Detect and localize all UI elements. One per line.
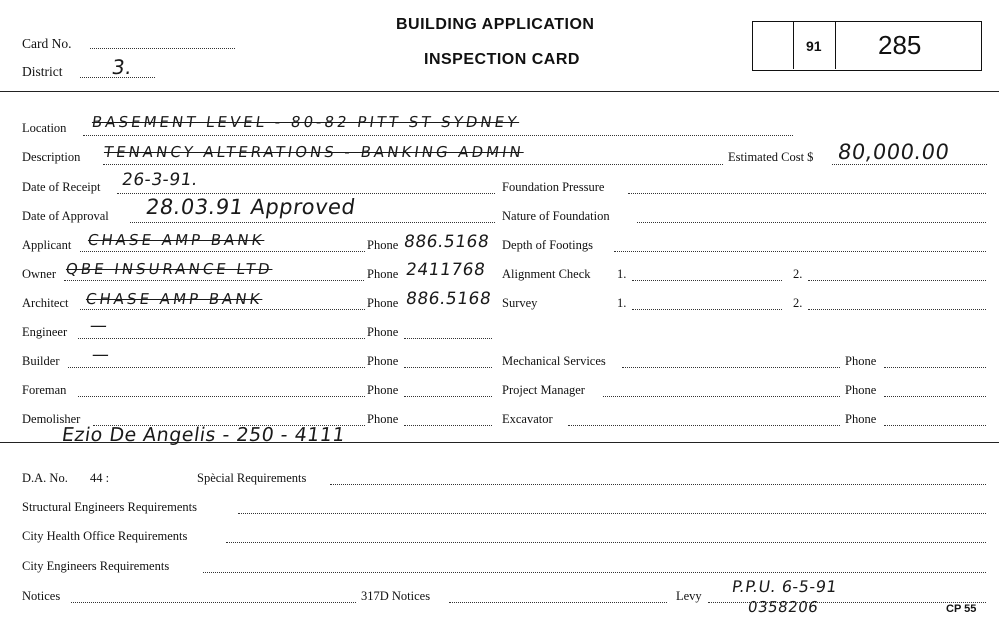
box-card-number: 285 bbox=[878, 30, 922, 60]
foreman-phone-field[interactable] bbox=[404, 396, 492, 397]
project-manager-field[interactable] bbox=[603, 396, 840, 397]
engineer-phone-field[interactable] bbox=[404, 338, 492, 339]
title-line-2: INSPECTION CARD bbox=[424, 51, 580, 68]
form-code: CP 55 bbox=[946, 603, 977, 615]
nature-foundation-field[interactable] bbox=[637, 222, 986, 223]
alignment-check-label: Alignment Check bbox=[502, 267, 591, 281]
da-no-value: 44 : bbox=[90, 471, 110, 485]
architect-phone-value: 886.5168 bbox=[404, 289, 493, 309]
foreman-field[interactable] bbox=[78, 396, 365, 397]
foundation-pressure-label: Foundation Pressure bbox=[502, 180, 605, 194]
card-no-label: Card No. bbox=[22, 36, 72, 51]
excavator-phone-label: Phone bbox=[845, 412, 877, 426]
box-divider bbox=[793, 21, 794, 69]
engineer-field[interactable] bbox=[78, 338, 365, 339]
survey-2-field[interactable] bbox=[808, 309, 986, 310]
date-receipt-field[interactable] bbox=[117, 193, 495, 194]
location-value: BASEMENT LEVEL - 80-82 PITT ST SYDNEY bbox=[90, 113, 521, 131]
date-receipt-value: 26-3-91. bbox=[120, 170, 200, 190]
survey-1-label: 1. bbox=[617, 296, 627, 310]
alignment-2-field[interactable] bbox=[808, 280, 986, 281]
location-field[interactable] bbox=[83, 135, 793, 136]
architect-field[interactable] bbox=[80, 309, 365, 310]
city-engineers-field[interactable] bbox=[203, 572, 986, 573]
foreman-label: Foreman bbox=[22, 383, 67, 397]
applicant-value: CHASE AMP BANK bbox=[86, 231, 266, 249]
depth-footings-label: Depth of Footings bbox=[502, 238, 593, 252]
description-value: TENANCY ALTERATIONS - BANKING ADMIN bbox=[102, 143, 525, 161]
builder-label: Builder bbox=[22, 354, 60, 368]
depth-footings-field[interactable] bbox=[614, 251, 986, 252]
foundation-pressure-field[interactable] bbox=[628, 193, 986, 194]
mechanical-phone-field[interactable] bbox=[884, 367, 986, 368]
owner-phone-label: Phone bbox=[367, 267, 399, 281]
card-no-field[interactable] bbox=[90, 48, 235, 49]
owner-phone-value: 2411768 bbox=[404, 260, 487, 280]
applicant-phone-value: 886.5168 bbox=[402, 232, 491, 252]
date-receipt-label: Date of Receipt bbox=[22, 180, 101, 194]
date-approval-label: Date of Approval bbox=[22, 209, 109, 223]
project-manager-label: Project Manager bbox=[502, 383, 585, 397]
engineer-phone-label: Phone bbox=[367, 325, 399, 339]
estimated-cost-label: Estimated Cost $ bbox=[728, 150, 814, 164]
excavator-label: Excavator bbox=[502, 412, 553, 426]
card-number-box bbox=[752, 21, 982, 71]
district-value: 3. bbox=[110, 55, 134, 79]
location-label: Location bbox=[22, 121, 67, 135]
survey-label: Survey bbox=[502, 296, 538, 310]
owner-label: Owner bbox=[22, 267, 57, 281]
foreman-phone-label: Phone bbox=[367, 383, 399, 397]
project-manager-phone-field[interactable] bbox=[884, 396, 986, 397]
project-manager-phone-label: Phone bbox=[845, 383, 877, 397]
alignment-1-field[interactable] bbox=[632, 280, 782, 281]
description-field[interactable] bbox=[103, 164, 723, 165]
architect-label: Architect bbox=[22, 296, 69, 310]
mechanical-services-label: Mechanical Services bbox=[502, 354, 606, 368]
engineer-label: Engineer bbox=[22, 325, 68, 339]
alignment-1-label: 1. bbox=[617, 267, 627, 281]
middle-rule bbox=[0, 442, 999, 443]
owner-field[interactable] bbox=[64, 280, 364, 281]
district-label: District bbox=[22, 64, 63, 79]
date-approval-value: 28.03.91 Approved bbox=[144, 195, 358, 219]
description-label: Description bbox=[22, 150, 81, 164]
special-requirements-field[interactable] bbox=[330, 484, 986, 485]
date-approval-field[interactable] bbox=[130, 222, 495, 223]
demolisher-phone-field[interactable] bbox=[404, 425, 492, 426]
owner-value: QBE INSURANCE LTD bbox=[64, 260, 274, 278]
city-engineers-label: City Engineers Requirements bbox=[22, 559, 170, 573]
box-divider bbox=[835, 21, 836, 69]
excavator-field[interactable] bbox=[568, 425, 840, 426]
nature-foundation-label: Nature of Foundation bbox=[502, 209, 610, 223]
title-line-1: BUILDING APPLICATION bbox=[396, 16, 595, 33]
structural-engineers-label: Structural Engineers Requirements bbox=[22, 500, 197, 514]
city-health-label: City Health Office Requirements bbox=[22, 529, 188, 543]
handwritten-note: Ezio De Angelis - 250 - 4111 bbox=[60, 424, 347, 446]
builder-value: — bbox=[90, 345, 111, 365]
excavator-phone-field[interactable] bbox=[884, 425, 986, 426]
demolisher-phone-label: Phone bbox=[367, 412, 399, 426]
header-rule bbox=[0, 91, 999, 92]
engineer-value: — bbox=[88, 316, 109, 336]
notices-label: Notices bbox=[22, 589, 61, 603]
applicant-phone-label: Phone bbox=[367, 238, 399, 252]
survey-2-label: 2. bbox=[793, 296, 803, 310]
architect-phone-label: Phone bbox=[367, 296, 399, 310]
structural-engineers-field[interactable] bbox=[238, 513, 986, 514]
box-prefix: 91 bbox=[806, 38, 822, 54]
special-requirements-label: Spècial Requirements bbox=[197, 471, 307, 485]
city-health-field[interactable] bbox=[226, 542, 986, 543]
levy-number: 0358206 bbox=[746, 598, 820, 616]
applicant-label: Applicant bbox=[22, 238, 72, 252]
levy-label: Levy bbox=[676, 589, 702, 603]
notices-317d-label: 317D Notices bbox=[361, 589, 431, 603]
estimated-cost-value: 80,000.00 bbox=[836, 140, 952, 164]
builder-field[interactable] bbox=[68, 367, 365, 368]
demolisher-label: Demolisher bbox=[22, 412, 81, 426]
mechanical-phone-label: Phone bbox=[845, 354, 877, 368]
builder-phone-label: Phone bbox=[367, 354, 399, 368]
applicant-field[interactable] bbox=[80, 251, 365, 252]
notices-field[interactable] bbox=[71, 602, 356, 603]
architect-value: CHASE AMP BANK bbox=[84, 290, 264, 308]
alignment-2-label: 2. bbox=[793, 267, 803, 281]
estimated-cost-field[interactable] bbox=[832, 164, 987, 165]
mechanical-services-field[interactable] bbox=[622, 367, 840, 368]
builder-phone-field[interactable] bbox=[404, 367, 492, 368]
survey-1-field[interactable] bbox=[632, 309, 782, 310]
da-no-label: D.A. No. bbox=[22, 471, 68, 485]
notices-317d-field[interactable] bbox=[449, 602, 667, 603]
levy-value: P.P.U. 6-5-91 bbox=[730, 577, 839, 596]
